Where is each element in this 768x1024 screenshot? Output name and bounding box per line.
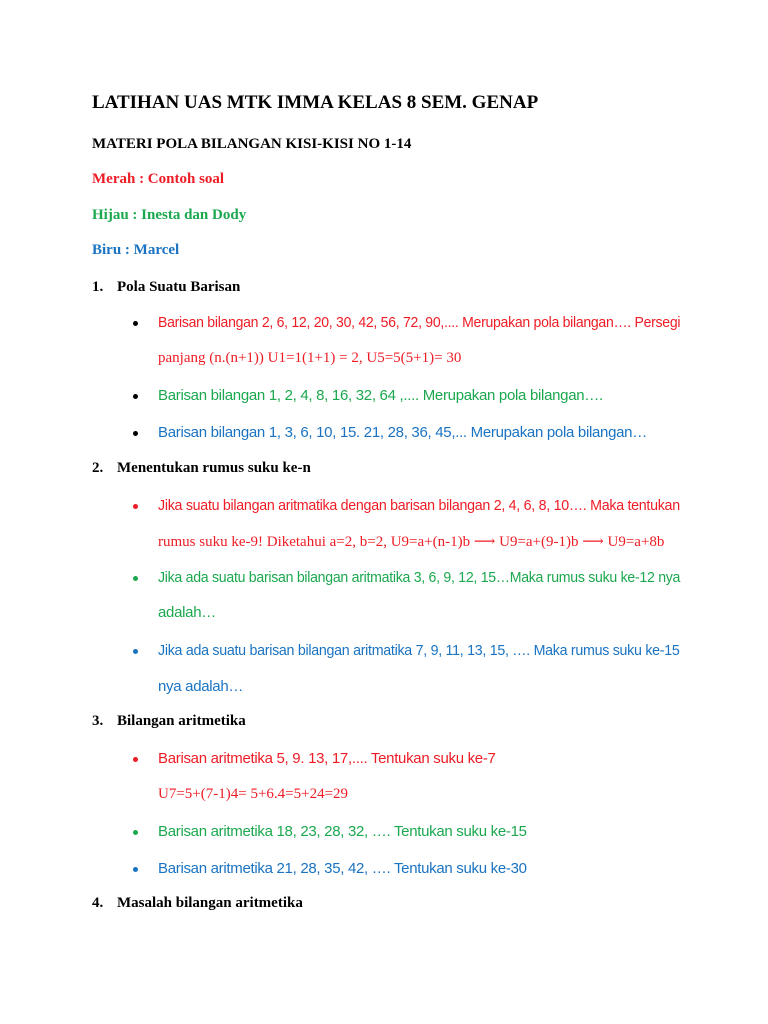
bullet-icon bbox=[133, 750, 143, 767]
section-number: 3. bbox=[92, 713, 104, 729]
section-title: Pola Suatu Barisan bbox=[117, 279, 241, 295]
section-number: 2. bbox=[92, 460, 104, 476]
section-heading-4 bbox=[92, 895, 303, 912]
list-item-line: Barisan aritmetika 21, 28, 35, 42, …. Tentukan suku ke-30 bbox=[158, 860, 527, 877]
list-item-line: U7=5+(7-1)4= 5+6.4=5+24=29 bbox=[158, 786, 349, 802]
bullet-icon bbox=[133, 497, 143, 514]
list-item-line: nya adalah… bbox=[158, 678, 244, 695]
bullet-icon bbox=[133, 569, 143, 586]
section-heading-2 bbox=[92, 460, 311, 477]
bullet-icon bbox=[133, 314, 143, 331]
bullet-icon bbox=[133, 642, 143, 659]
list-item-line: panjang (n.(n+1)) U1=1(1+1) = 2, U5=5(5+1)= 30 bbox=[158, 350, 462, 366]
section-heading-1 bbox=[92, 279, 240, 296]
list-item-line: Barisan bilangan 1, 3, 6, 10, 15. 21, 28, 36, 45,... Merupakan pola bilangan… bbox=[158, 424, 647, 441]
section-title: Menentukan rumus suku ke-n bbox=[117, 460, 311, 476]
bullet-icon bbox=[133, 860, 143, 877]
list-item-line: Jika suatu bilangan aritmatika dengan barisan bilangan 2, 4, 6, 8, 10…. Maka tentukan bbox=[158, 497, 680, 514]
legend-red: Merah : Contoh soal bbox=[92, 171, 225, 187]
list-item-line: Barisan bilangan 2, 6, 12, 20, 30, 42, 56, 72, 90,.... Merupakan pola bilangan…. Persegi bbox=[158, 314, 681, 331]
section-title: Masalah bilangan aritmetika bbox=[117, 895, 303, 911]
list-item-line: Jika ada suatu barisan bilangan aritmatika 7, 9, 11, 13, 15, …. Maka rumus suku ke-15 bbox=[158, 642, 680, 659]
section-heading-3 bbox=[92, 713, 246, 730]
list-item-line: Barisan aritmetika 5, 9. 13, 17,.... Tentukan suku ke-7 bbox=[158, 750, 496, 767]
document-subtitle: MATERI POLA BILANGAN KISI-KISI NO 1-14 bbox=[92, 136, 412, 152]
list-item-line: rumus suku ke-9! Diketahui a=2, b=2, U9=a+(n-1)b ⟶ U9=a+(9-1)b ⟶ U9=a+8b bbox=[158, 534, 665, 550]
legend-green: Hijau : Inesta dan Dody bbox=[92, 207, 247, 223]
bullet-icon bbox=[133, 424, 143, 441]
document-title: LATIHAN UAS MTK IMMA KELAS 8 SEM. GENAP bbox=[92, 92, 539, 113]
list-item-line: Jika ada suatu barisan bilangan aritmatika 3, 6, 9, 12, 15…Maka rumus suku ke-12 nya bbox=[158, 569, 681, 586]
legend-blue: Biru : Marcel bbox=[92, 242, 180, 258]
list-item-line: Barisan bilangan 1, 2, 4, 8, 16, 32, 64 ,.... Merupakan pola bilangan…. bbox=[158, 387, 603, 404]
list-item-line: Barisan aritmetika 18, 23, 28, 32, …. Tentukan suku ke-15 bbox=[158, 823, 527, 840]
section-title: Bilangan aritmetika bbox=[117, 713, 246, 729]
list-item-line: adalah… bbox=[158, 604, 216, 621]
section-number: 1. bbox=[92, 279, 104, 295]
bullet-icon bbox=[133, 387, 143, 404]
section-number: 4. bbox=[92, 895, 104, 911]
bullet-icon bbox=[133, 823, 143, 840]
